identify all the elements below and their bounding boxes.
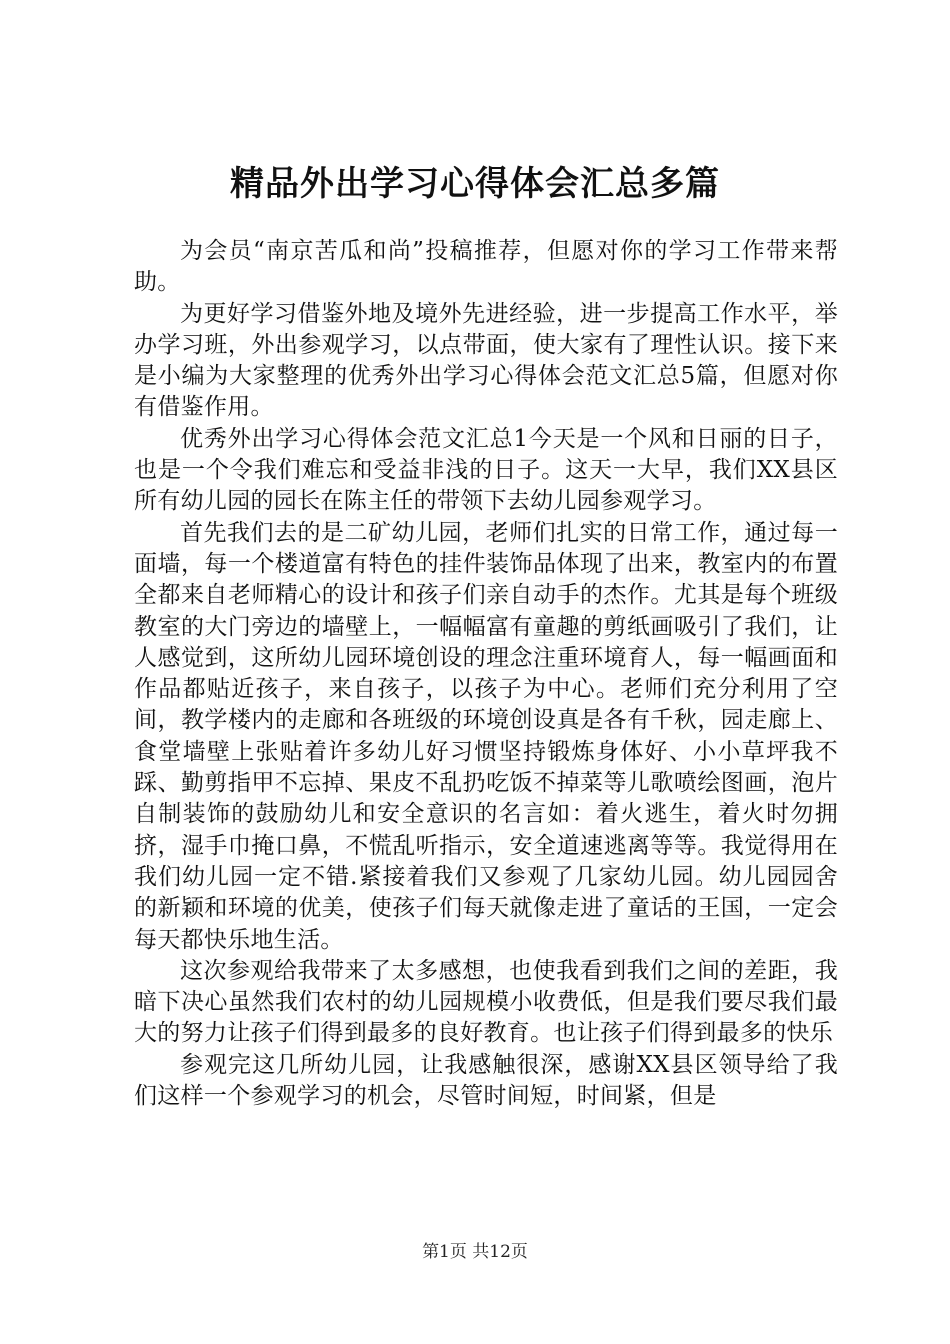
page-number-footer: 第1页 共12页 [422,1242,528,1262]
paragraph-essay-1-opening: 优秀外出学习心得体会范文汇总1今天是一个风和日丽的日子，也是一个令我们难忘和受益非浅的日子。这天一大早，我们XX县区所有幼儿园的园长在陈主任的带领下去幼儿园参观学习。 [134,425,838,515]
paragraph-reflection: 这次参观给我带来了太多感想，也使我看到我们之间的差距，我暗下决心虽然我们农村的幼儿园规模小收费低，但是我们要尽我们最大的努力让孩子们得到最多的良好教育。也让孩子们得到最多的快乐 [134,957,838,1047]
paragraph-kindergarten-visit: 首先我们去的是二矿幼儿园，老师们扎实的日常工作，通过每一面墙，每一个楼道富有特色的挂件装饰品体现了出来，教室内的布置全都来自老师精心的设计和孩子们亲自动手的杰作。尤其是每个班级教室的大门旁边的墙壁上，一幅幅富有童趣的剪纸画吸引了我们，让人感觉到，这所幼儿园环境创设的理念注重环境育人，每一幅画面和作品都贴近孩子，来自孩子，以孩子为中心。老师们充分利用了空间，教学楼内的走廊和各班级的环境创设真是各有千秋，园走廊上、食堂墙壁上张贴着许多幼儿好习惯坚持锻炼身体好、小小草坪我不踩、勤剪指甲不忘掉、果皮不乱扔吃饭不掉菜等儿歌喷绘图画，泡片自制装饰的鼓励幼儿和安全意识的名言如：着火逃生，着火时勿拥挤，湿手巾掩口鼻，不慌乱听指示，安全道速逃离等等。我觉得用在我们幼儿园一定不错.紧接着我们又参观了几家幼儿园。幼儿园园舍的新颖和环境的优美，使孩子们每天就像走进了童话的王国，一定会每天都快乐地生活。 [134,519,838,953]
paragraph-intro: 为会员“南京苦瓜和尚”投稿推荐，但愿对你的学习工作带来帮助。 [134,238,838,296]
paragraph-closing: 参观完这几所幼儿园，让我感触很深，感谢XX县区领导给了我们这样一个参观学习的机会，尽管时间短，时间紧，但是 [134,1051,838,1110]
document-title: 精品外出学习心得体会汇总多篇 [230,164,720,204]
paragraph-purpose: 为更好学习借鉴外地及境外先进经验，进一步提高工作水平，举办学习班，外出参观学习，以点带面，使大家有了理性认识。接下来是小编为大家整理的优秀外出学习心得体会范文汇总5篇，但愿对你有借鉴作用。 [134,300,838,421]
document-body [134,236,838,1112]
